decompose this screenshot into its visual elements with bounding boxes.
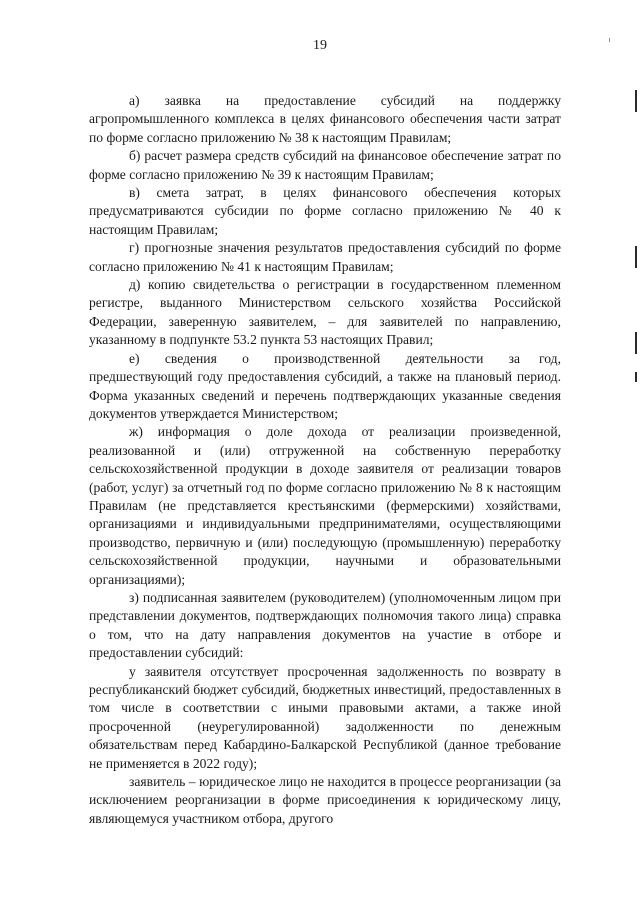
- scan-edge-mark: [635, 90, 637, 112]
- paragraph-g: г) прогнозные значения результатов предоставления субсидий по форме согласно приложению № 41 к настоящим Правилам;: [89, 240, 561, 274]
- paragraph-e: е) сведения о производственной деятельности за год, предшествующий году предоставления субсидий, а также на плановый период. Форма указанных сведений и перечень подтверждающих указанные сведения документов утверждается Министерством;: [89, 350, 561, 421]
- paragraph-d: д) копию свидетельства о регистрации в государственном племенном регистре, выданного Министерством сельского хозяйства Российской Федерации, заверенную заявителем, – для заявителей по направлению, указанному в подпункте 53.2 пункта 53 настоящих Правил;: [89, 277, 561, 348]
- paragraph-debt: у заявителя отсутствует просроченная задолженность по возврату в республиканский бюджет субсидий, бюджетных инвестиций, предоставленных в том числе в соответствии с иными правовыми актами, а также иной просроченной (неурегулированной) задолженности по денежным обязательствам перед Кабардино-Балкарской Республикой (данное требование не применяется в 2022 году);: [89, 663, 561, 771]
- paragraph-zh: ж) информация о доле дохода от реализации произведенной, реализованной и (или) отгруженной на собственную переработку сельскохозяйственной продукции в доходе заявителя от реализации товаров (работ, услуг) за отчетный год по форме согласно приложению № 8 к настоящим Правилам (не представляется крестьянскими (фермерскими) хозяйствами, организациями и индивидуальными предпринимателями, осуществляющими производство, первичную и (или) последующую (промышленную) переработку сельскохозяйственной продукции, научными и образовательными организациями);: [89, 424, 561, 587]
- paragraph-a: а) заявка на предоставление субсидий на поддержку агропромышленного комплекса в целях финансового обеспечения части затрат по форме согласно приложению № 38 к настоящим Правилам;: [89, 93, 561, 145]
- scan-artifact: [609, 38, 610, 42]
- paragraph-reorganization: заявитель – юридическое лицо не находится в процессе реорганизации (за исключением реорганизации в форме присоединения к юридическому лицу, являющемуся участником отбора, другого: [89, 774, 561, 826]
- scan-edge-mark: [635, 332, 637, 354]
- document-body: [89, 92, 561, 828]
- scan-edge-mark: [635, 372, 637, 382]
- paragraph-z: з) подписанная заявителем (руководителем) (уполномоченным лицом при представлении документов, подтверждающих полномочия такого лица) справка о том, что на дату направления документов на участие в отборе и предоставлении субсидий:: [89, 589, 561, 661]
- paragraph-v: в) смета затрат, в целях финансового обеспечения которых предусматриваются субсидии по форме согласно приложению № 40 к настоящим Правилам;: [89, 185, 561, 237]
- page-number: 19: [313, 38, 327, 53]
- paragraph-b: б) расчет размера средств субсидий на финансовое обеспечение затрат по форме согласно приложению № 39 к настоящим Правилам;: [89, 148, 561, 182]
- scan-edge-mark: [635, 246, 637, 268]
